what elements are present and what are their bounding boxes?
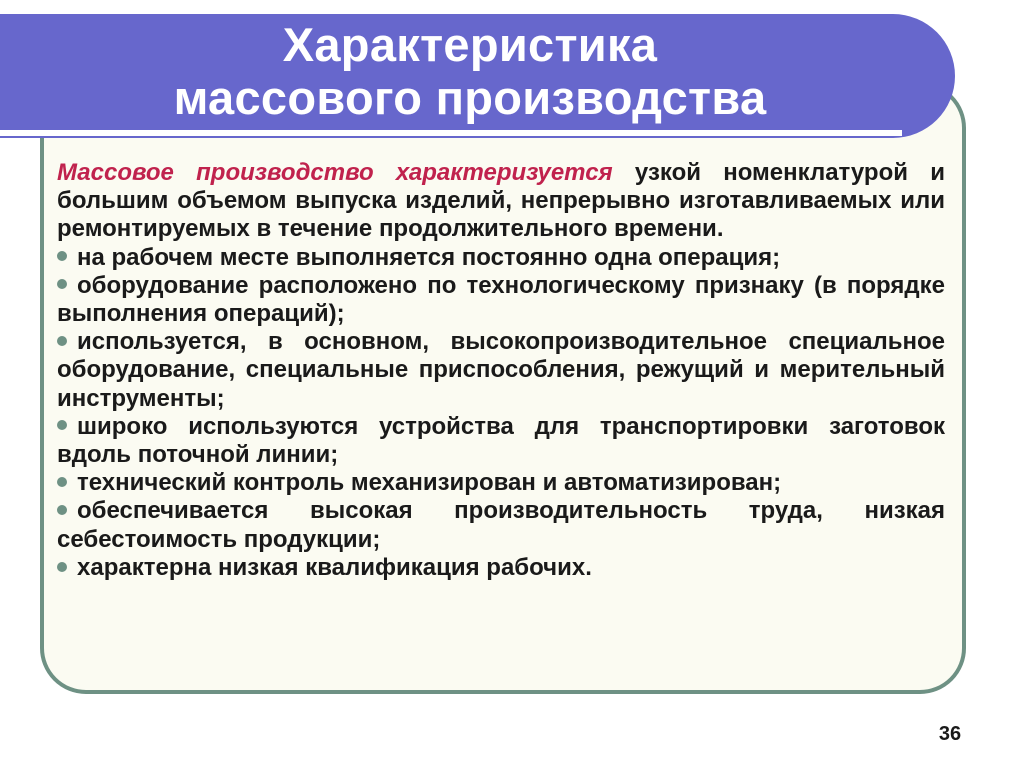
bullet-text: оборудование расположено по технологическому признаку (в порядке выполнения операций); (57, 271, 945, 328)
bullet-dot-icon (57, 279, 67, 289)
intro-paragraph (57, 159, 945, 244)
title-underline (0, 130, 902, 136)
bullet-item (57, 469, 945, 497)
bullet-item (57, 328, 945, 413)
bullet-dot-icon (57, 420, 67, 430)
page-number: 36 (938, 723, 962, 745)
bullet-item (57, 244, 945, 272)
bullet-dot-icon (57, 477, 67, 487)
bullet-dot-icon (57, 336, 67, 346)
bullet-dot-icon (57, 251, 67, 261)
bullet-text: характерна низкая квалификация рабочих. (77, 553, 592, 581)
bullet-dot-icon (57, 562, 67, 572)
slide-title-line-1: Характеристика (282, 18, 658, 71)
bullet-item (57, 413, 945, 469)
bullet-text: обеспечивается высокая производительность труда, низкая себестоимость продукции; (57, 497, 945, 553)
bullet-item (57, 554, 945, 582)
bullet-text: используется, в основном, высокопроизводительное специальное оборудование, специальные приспособления, режущий и мерительный инструменты; (57, 328, 945, 412)
bullet-text: на рабочем месте выполняется постоянно одна операция; (77, 243, 781, 271)
bullet-item (57, 272, 945, 328)
slide-title-line-2: массового производства (173, 71, 767, 124)
bullet-item (57, 497, 945, 553)
intro-rest: узкой номенклатурой и большим объемом выпуска изделий, непрерывно изготавливаемых или ремонтируемых в течение продолжительного времени. (57, 159, 945, 243)
bullet-text: технический контроль механизирован и автоматизирован; (77, 469, 782, 497)
intro-emphasis: Массовое производство характеризуется (57, 159, 613, 186)
bullet-dot-icon (57, 505, 67, 515)
bullet-text: широко используются устройства для транспортировки заготовок вдоль поточной линии; (57, 412, 945, 469)
slide-body (57, 159, 945, 582)
slide-title (0, 18, 940, 124)
